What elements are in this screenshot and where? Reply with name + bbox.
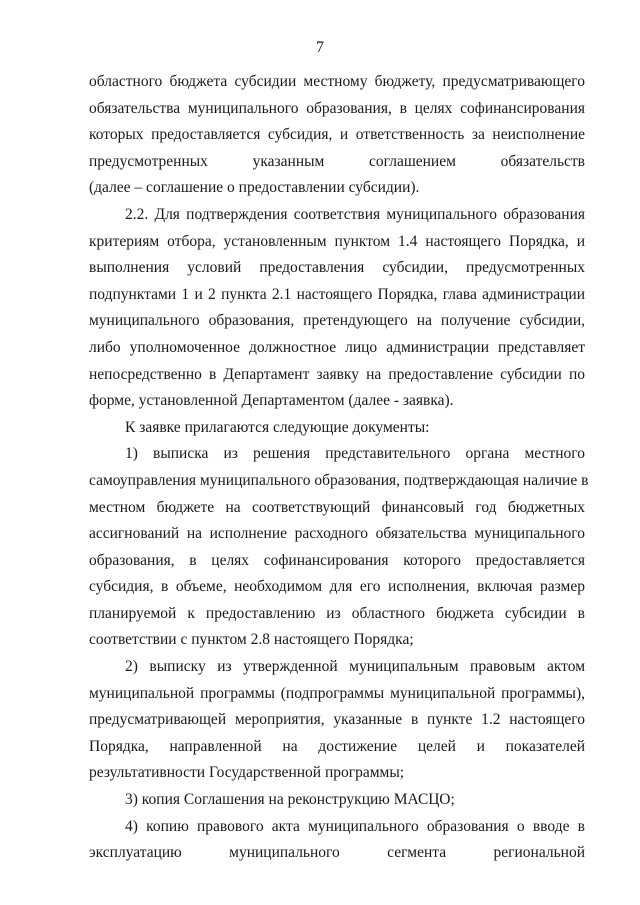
- text-line: планируемой к предоставлению из областного бюджета субсидии в: [89, 604, 585, 622]
- text-line: результативности Государственной программы;: [89, 764, 405, 782]
- page-number: 7: [316, 39, 324, 56]
- text-line: критериям отбора, установленным пунктом 1.4 настоящего Порядка, и: [89, 232, 585, 250]
- text-line: 3) копия Соглашения на реконструкцию МАСЦО;: [125, 791, 455, 809]
- text-line: образования, в целях софинансирования которого предоставляется: [89, 551, 585, 569]
- text-line: либо уполномоченное должностное лицо администрации представляет: [89, 338, 585, 356]
- text-line: 4) копию правового акта муниципального образования о вводе в: [125, 817, 585, 835]
- text-line: 1) выписка из решения представительного органа местного: [125, 445, 585, 463]
- text-line: выполнения условий предоставления субсидии, предусмотренных: [89, 259, 585, 277]
- text-line: 2) выписку из утвержденной муниципальным правовым актом: [125, 658, 585, 676]
- text-line: Порядка, направленной на достижение целей и показателей: [89, 737, 585, 755]
- document-body: [89, 69, 589, 867]
- text-line: самоуправления муниципального образования, подтверждающая наличие в: [89, 471, 589, 489]
- text-line: муниципального образования, претендующего на получение субсидии,: [89, 312, 585, 330]
- text-line: эксплуатацию муниципального сегмента региональной: [89, 844, 585, 862]
- text-line: субсидия, в объеме, необходимом для его исполнения, включая размер: [89, 578, 585, 596]
- text-line: предусмотренных указанным соглашением обязательств: [89, 152, 585, 170]
- text-line: предусматривающей мероприятия, указанные в пункте 1.2 настоящего: [89, 711, 585, 729]
- text-line: областного бюджета субсидии местному бюджету, предусматривающего: [89, 73, 585, 90]
- text-line: подпунктами 1 и 2 пункта 2.1 настоящего Порядка, глава администрации: [89, 285, 585, 303]
- text-line: муниципальной программы (подпрограммы муниципальной программы),: [89, 684, 585, 702]
- text-line: которых предоставляется субсидия, и ответственность за неисполнение: [89, 126, 585, 144]
- text-line: непосредственно в Департамент заявку на предоставление субсидии по: [89, 365, 585, 383]
- text-line: К заявке прилагаются следующие документы:: [125, 418, 430, 436]
- text-line: местном бюджете на соответствующий финансовый год бюджетных: [89, 498, 585, 516]
- text-line: (далее – соглашение о предоставлении субсидии).: [89, 179, 420, 197]
- text-line: соответствии с пунктом 2.8 настоящего Порядка;: [89, 631, 414, 649]
- text-line: обязательства муниципального образования, в целях софинансирования: [89, 99, 585, 117]
- text-line: форме, установленной Департаментом (далее - заявка).: [89, 392, 454, 410]
- text-line: 2.2. Для подтверждения соответствия муниципального образования: [125, 205, 585, 223]
- text-line: ассигнований на исполнение расходного обязательства муниципального: [89, 525, 585, 543]
